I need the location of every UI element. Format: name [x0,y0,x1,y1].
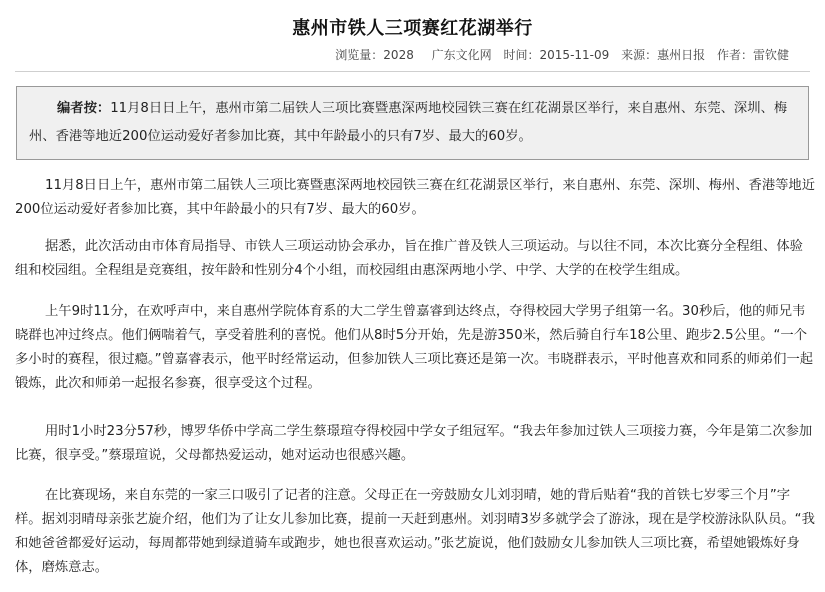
source-label: 来源： [621,48,658,62]
article-paragraph-1: 11月8日日上午，惠州市第二届铁人三项比赛暨惠深两地校园铁三赛在红花湖景区举行，来自惠州、东莞、深圳、梅州、香港等地近200位运动爱好者参加比赛，其中年龄最小的只有7岁、最大的60岁。 [15,178,816,217]
publish-date: 2015-11-09 [539,48,610,62]
author-label: 作者： [716,48,753,62]
editor-note-label: 编者按： [57,101,111,116]
author-name: 雷钦健 [752,48,789,62]
article-paragraph-4: 用时1小时23分57秒，博罗华侨中学高二学生蔡璟瑄夺得校园中学女子组冠军。“我去年参加过铁人三项接力赛，今年是第二次参加比赛，很享受。”蔡璟瑄说，父母都热爱运动，她对运动也很感兴趣。 [15,424,813,463]
time-field [504,48,610,62]
article-title: 惠州市铁人三项赛红花湖举行 [292,18,533,39]
author-field [717,48,789,62]
editor-note-text: 11月8日日上午，惠州市第二届铁人三项比赛暨惠深两地校园铁三赛在红花湖景区举行，来自惠州、东莞、深圳、梅州、香港等地近200位运动爱好者参加比赛，其中年龄最小的只有7岁、最大的60岁。 [29,101,788,144]
title-divider [15,71,810,72]
article-meta [335,46,789,63]
article-paragraph-5: 在比赛现场，来自东莞的一家三口吸引了记者的注意。父母正在一旁鼓励女儿刘羽晴，她的背后贴着“我的首铁七岁零三个月”字样。据刘羽晴母亲张艺旋介绍，他们为了让女儿参加比赛，提前一天赶到惠州。刘羽晴3岁多就学会了游泳，现在是学校游泳队队员。“我和她爸爸都爱好运动，每周都带她到绿道骑车或跑步，她也很喜欢运动。”张艺旋说，他们鼓励女儿参加铁人三项比赛，希望她锻炼好身体，磨炼意志。 [15,488,815,575]
article-paragraph-3: 上午9时11分，在欢呼声中，来自惠州学院体育系的大二学生曾嘉睿到达终点，夺得校园大学男子组第一名。30秒后，他的师兄韦晓群也冲过终点。他们俩喘着气，享受着胜利的喜悦。他们从8时5分开始，先是游350米，然后骑自行车18公里、跑步2.5公里。“一个多小时的赛程，很过瘾。”曾嘉睿表示，他平时经常运动，但参加铁人三项比赛还是第一次。韦晓群表示，平时他喜欢和同系的师弟们一起锻炼，此次和师弟一起报名参赛，很享受这个过程。 [15,304,814,391]
views-field [335,48,414,62]
site-name: 广东文化网 [431,48,492,62]
views-label: 浏览量： [335,48,384,62]
article-paragraph-2: 据悉，此次活动由市体育局指导、市铁人三项运动协会承办，旨在推广普及铁人三项运动。与以往不同，本次比赛分全程组、体验组和校园组。全程组是竞赛组，按年龄和性别分4个小组，而校园组由惠深两地小学、中学、大学的在校学生组成。 [15,239,803,278]
time-label: 时间： [503,48,540,62]
editor-note-box [16,86,809,160]
views-count: 2028 [383,48,414,62]
source-name: 惠州日报 [657,48,706,62]
source-field [621,48,705,62]
